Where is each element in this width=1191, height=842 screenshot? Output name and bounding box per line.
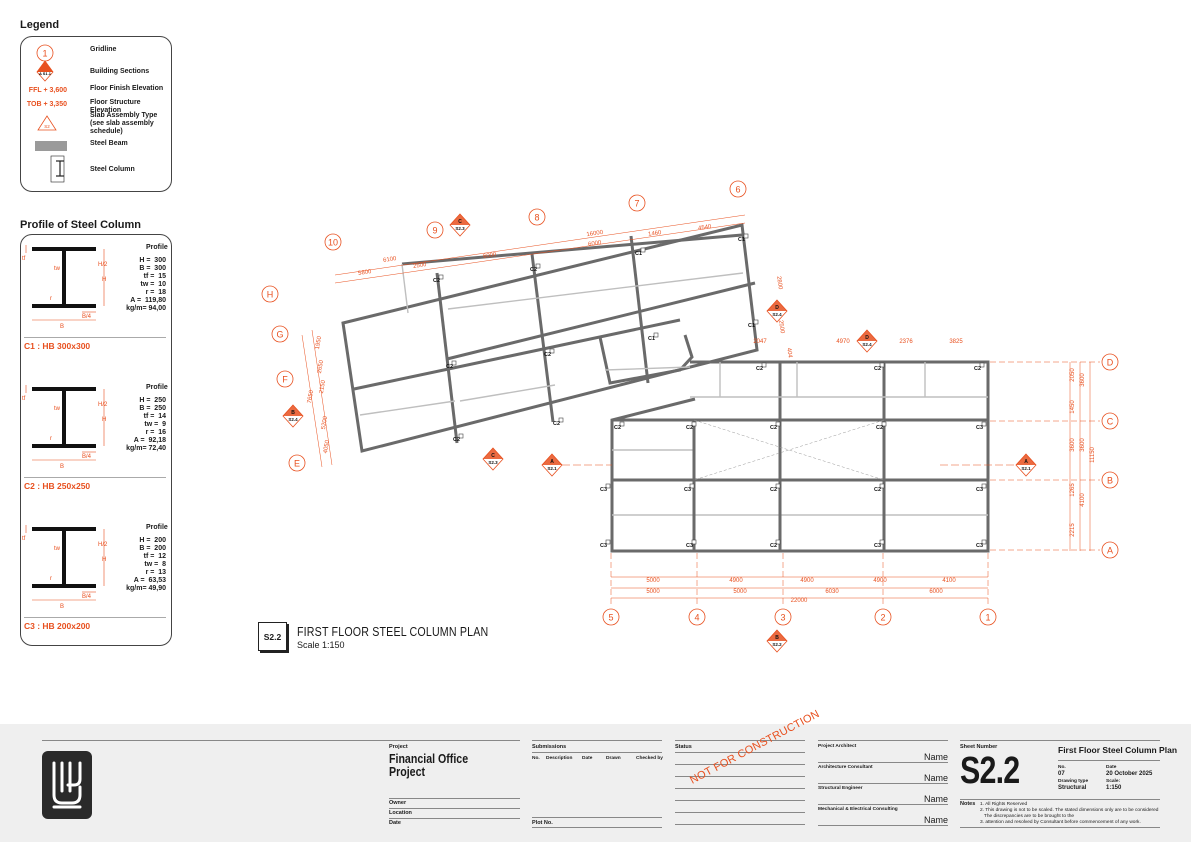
dim-tf: tf	[22, 396, 26, 402]
column-label: C2	[876, 425, 884, 431]
logo-mark-icon	[42, 751, 92, 819]
section-marker-ref: S2.4	[288, 417, 298, 422]
submission-column-header: Checked by	[636, 756, 663, 761]
profile-header: Profile	[146, 384, 168, 391]
column-label: C2	[770, 487, 778, 493]
dim-top: 16000	[586, 229, 604, 239]
legend-title: Legend	[20, 19, 60, 31]
status-line	[675, 824, 805, 825]
dim-left: 2650	[316, 359, 326, 374]
dim-tw: tw	[54, 266, 60, 272]
gridline-letter: G	[276, 329, 284, 340]
consultant-role: Structural Engineer	[818, 786, 863, 791]
dim-bottom-1: 5000	[646, 578, 660, 584]
column-label: C3	[976, 543, 984, 549]
column-label: C1	[738, 237, 746, 243]
profile-value-line: tw = 8	[144, 561, 166, 568]
profile-caption: C3 : HB 200x200	[24, 621, 91, 631]
gridline-number: 3	[780, 612, 786, 623]
section-marker-letter: A	[1024, 459, 1028, 465]
legend-slab-label: Slab Assembly Type (see slab assembly schedule)	[90, 112, 158, 135]
section-marker-letter: C	[491, 453, 495, 459]
gridline-number: 6	[735, 184, 741, 195]
consultant-name: Name	[924, 815, 949, 825]
gridline-symbol-text: 1	[42, 48, 48, 59]
slab-symbol-text: S2	[44, 124, 50, 129]
dim-mid: 4970	[836, 339, 850, 345]
dim-bottom-2: 5000	[646, 589, 660, 595]
profile-block	[20, 380, 170, 500]
section-marker-letter: D	[865, 335, 869, 341]
plan-sheet-tag	[258, 622, 287, 651]
dim-top: 6000	[587, 240, 602, 249]
status-line	[675, 764, 805, 765]
consultant-role: Architecture Consultant	[818, 765, 873, 770]
gridline-number: 7	[634, 198, 640, 209]
company-logo	[42, 751, 92, 819]
column-label: C1	[648, 336, 656, 342]
gridline-number: 10	[327, 237, 339, 248]
note-line: 3. attention and resolved by Consultant before commencement of any work.	[980, 820, 1141, 825]
profile-value-line: A = 63,53	[133, 577, 166, 584]
dim-h2: H/2	[98, 402, 108, 408]
column-label: C3	[684, 487, 692, 493]
meta-key: No.	[1058, 765, 1066, 770]
column-label: C2	[614, 425, 622, 431]
plan-scale: Scale 1:150	[297, 640, 345, 650]
east-wing-beams	[612, 362, 988, 551]
section-marker	[483, 448, 503, 470]
notes-label: Notes	[960, 801, 976, 807]
column-label: C2	[453, 437, 461, 443]
legend-ffl-label: Floor Finish Elevation	[90, 85, 164, 92]
profile-caption: C2 : HB 250x250	[24, 481, 91, 491]
profile-header: Profile	[146, 244, 168, 251]
consultant-name: Name	[924, 773, 949, 783]
section-marker	[542, 454, 562, 476]
profile-value-line: H = 300	[139, 257, 166, 264]
dim-b: B	[60, 464, 65, 470]
section-marker-ref: S2.3	[488, 460, 498, 465]
dim-b: B	[60, 324, 65, 330]
note-line: The discrepancies are to be brought to the	[980, 814, 1075, 819]
column-label: C2	[433, 278, 441, 284]
profile-value-line: A = 119,80	[130, 297, 166, 304]
profiles-title: Profile of Steel Column	[20, 219, 142, 231]
meta-key: Date	[1106, 765, 1117, 770]
gridline-number: 4	[694, 612, 700, 623]
consultant-divider	[818, 762, 948, 763]
dim-mid: 2047	[753, 339, 767, 345]
gridline-letter: E	[293, 458, 301, 469]
status-line	[675, 812, 805, 813]
section-marker-letter: A	[550, 459, 554, 465]
dim-mid: 404	[785, 347, 793, 359]
dim-top: 1460	[647, 230, 662, 239]
section-marker	[767, 630, 787, 652]
dim-right: 3600	[1070, 438, 1076, 452]
dim-top: 4540	[697, 224, 712, 233]
consultant-role: Project Architect	[818, 744, 857, 749]
dim-right: 3600	[1080, 373, 1086, 387]
column-label: C2	[756, 366, 764, 372]
dim-bottom-1: 4100	[942, 578, 956, 584]
column-label: C3	[600, 487, 608, 493]
dim-bottom-2: 6000	[929, 589, 943, 595]
steel-column-swatch	[51, 156, 64, 182]
dim-h2: H/2	[98, 542, 108, 548]
gridline-letter: A	[1106, 545, 1114, 556]
profile-value-line: B = 250	[139, 405, 166, 412]
meta-key: Drawing type	[1058, 779, 1089, 784]
column-label: C2	[553, 421, 561, 427]
column-label: C2	[544, 352, 552, 358]
profile-value-line: B = 300	[139, 265, 166, 272]
dim-mid: 3825	[949, 339, 963, 345]
submission-column-header: Date	[582, 756, 593, 761]
dim-right: 2050	[1070, 368, 1076, 382]
profile-divider	[24, 477, 166, 478]
dim-h: H	[102, 557, 107, 563]
profile-value-line: B = 200	[139, 545, 166, 552]
dim-tf: tf	[22, 536, 26, 542]
dim-mid: 2500	[777, 319, 785, 334]
dim-right: 1265	[1070, 483, 1076, 497]
column-label: C2	[770, 425, 778, 431]
dim-top: 6000	[482, 252, 497, 261]
plan-sheet-tag-text: S2.2	[263, 631, 282, 642]
profile-value-line: tw = 10	[140, 281, 166, 288]
profile-value-line: A = 92,18	[133, 437, 166, 444]
dim-mid: 2376	[899, 339, 913, 345]
dim-left: 5200	[320, 415, 330, 430]
dim-b4: B/4	[82, 314, 92, 320]
dim-right: 4100	[1080, 493, 1086, 507]
dim-r: r	[50, 576, 52, 582]
legend-tob-label: Floor Structure Elevation	[90, 99, 141, 114]
profile-value-line: tf = 15	[143, 273, 166, 280]
dim-left: 2150	[318, 379, 328, 394]
note-line: 2. This drawing is not to be scaled. The stated dimensions only are to be considered	[980, 808, 1159, 813]
column-label: C2	[874, 487, 882, 493]
profile-value-line: tf = 12	[143, 553, 166, 560]
dim-r: r	[50, 436, 52, 442]
profile-value-line: H = 250	[139, 397, 166, 404]
submissions-label: Submissions	[532, 744, 567, 750]
column-label: C2	[530, 267, 538, 273]
gridline-number: 9	[432, 225, 438, 236]
column-label: C3	[976, 487, 984, 493]
section-marker	[1016, 454, 1036, 476]
profile-value-line: r = 13	[145, 569, 166, 576]
plot-label: Plot No.	[532, 820, 553, 826]
profile-values	[116, 397, 166, 453]
profile-values	[116, 257, 166, 313]
dim-bottom-1: 4900	[873, 578, 887, 584]
section-marker	[857, 330, 877, 352]
section-marker-letter: B	[775, 635, 779, 641]
consultant-divider	[818, 783, 948, 784]
floor-plan-drawing	[250, 175, 1130, 660]
dim-right: 1450	[1070, 400, 1076, 414]
profile-value-line: kg/m= 72,40	[126, 445, 166, 452]
section-symbol-text: A S1.1	[38, 71, 52, 76]
column-label: C1	[748, 323, 756, 329]
tob-symbol: TOB + 3,350	[26, 101, 67, 108]
dim-top: 6100	[382, 256, 397, 265]
section-marker-letter: D	[775, 305, 779, 311]
column-label: C2	[770, 543, 778, 549]
project-name: Financial Office Project	[389, 752, 469, 779]
gridline-number: 5	[608, 612, 614, 623]
dim-left: 4050	[322, 439, 332, 454]
submission-column-header: No.	[532, 756, 540, 761]
column-label: C2	[974, 366, 982, 372]
sheet-number-label: Sheet Number	[960, 744, 998, 750]
meta-value: 20 October 2025	[1106, 771, 1153, 777]
plan-annotations	[262, 181, 1118, 652]
dim-r: r	[50, 296, 52, 302]
meta-value: Structural	[1058, 785, 1087, 791]
dim-h2: H/2	[98, 262, 108, 268]
section-marker-ref: S2.4	[772, 312, 782, 317]
dim-bottom-2: 6030	[825, 589, 839, 595]
status-line	[675, 800, 805, 801]
consultant-name: Name	[924, 752, 949, 762]
dim-mid: 2800	[775, 275, 783, 290]
dim-bottom-1: 4900	[800, 578, 814, 584]
section-marker-letter: C	[458, 219, 462, 225]
meta-value: 07	[1058, 771, 1065, 777]
column-label: C2	[446, 364, 454, 370]
column-label: C2	[686, 425, 694, 431]
title-block	[0, 707, 1191, 842]
profile-value-line: tw = 9	[144, 421, 166, 428]
profile-block	[20, 520, 170, 640]
profile-divider	[24, 337, 166, 338]
dim-b4: B/4	[82, 454, 92, 460]
consultant-name: Name	[924, 794, 949, 804]
section-marker	[450, 214, 470, 236]
profile-header: Profile	[146, 524, 168, 531]
column-label: C3	[874, 543, 882, 549]
sheet-title: First Floor Steel Column Plan	[1058, 745, 1178, 755]
location-label: Location	[389, 810, 412, 816]
west-wing-beams	[343, 225, 757, 451]
profile-value-line: kg/m= 94,00	[126, 305, 166, 312]
consultant-divider	[818, 804, 948, 805]
gridline-letter: C	[1106, 416, 1114, 427]
status-label: Status	[675, 744, 692, 750]
submission-column-header: Drawn	[606, 756, 621, 761]
legend-sections-label: Building Sections	[90, 68, 150, 75]
consultant-role: Mechanical & Electrical Consulting	[818, 807, 898, 812]
steel-beam-swatch	[35, 141, 67, 151]
profile-value-line: H = 200	[139, 537, 166, 544]
column-label: C3	[686, 543, 694, 549]
profile-value-line: r = 16	[145, 429, 166, 436]
dim-h: H	[102, 277, 107, 283]
gridline-letter: D	[1106, 357, 1114, 368]
dim-bottom-1: 4900	[729, 578, 743, 584]
gridline-letter: F	[282, 374, 288, 385]
consultant-divider	[818, 825, 948, 826]
section-marker-ref: S2.4	[862, 342, 872, 347]
column-label: C3	[976, 425, 984, 431]
dim-tw: tw	[54, 546, 60, 552]
gridline-number: 1	[985, 612, 991, 623]
plan-title: FIRST FLOOR STEEL COLUMN PLAN	[297, 624, 489, 639]
legend-beam-label: Steel Beam	[90, 140, 128, 147]
meta-key: Scale:	[1106, 779, 1121, 784]
dim-top: 2500	[412, 262, 427, 271]
dim-h: H	[102, 417, 107, 423]
gridline-number: 2	[880, 612, 886, 623]
note-line: 1. All Rights Reserved	[980, 802, 1028, 807]
not-for-construction-stamp: NOT FOR CONSTRUCTION	[688, 707, 822, 787]
ffl-symbol: FFL + 3,600	[28, 87, 67, 94]
profile-block	[20, 240, 170, 360]
section-marker-letter: B	[291, 410, 295, 416]
section-marker	[283, 405, 303, 427]
legend-panel	[20, 36, 172, 192]
gridline-number: 8	[534, 212, 540, 223]
profile-divider	[24, 617, 166, 618]
dim-left: 7650	[306, 389, 316, 404]
section-marker-ref: S2.2	[772, 642, 782, 647]
dim-tf: tf	[22, 256, 26, 262]
profile-value-line: r = 18	[145, 289, 166, 296]
sheet-number: S2.2	[960, 750, 1020, 792]
dim-right: 11150	[1090, 447, 1096, 463]
submission-column-header: Description	[546, 756, 573, 761]
project-label: Project	[389, 744, 408, 750]
status-line	[675, 788, 805, 789]
dim-bottom-total: 22000	[790, 598, 808, 604]
gridline-letter: H	[266, 289, 274, 300]
dim-tw: tw	[54, 406, 60, 412]
dim-right: 3600	[1080, 438, 1086, 452]
dim-bottom-2: 5000	[733, 589, 747, 595]
meta-value: 1:150	[1106, 785, 1122, 791]
dim-top: 5800	[357, 269, 372, 278]
column-label: C1	[635, 251, 643, 257]
section-marker	[767, 300, 787, 322]
profile-value-line: tf = 14	[143, 413, 166, 420]
owner-label: Owner	[389, 800, 407, 806]
dim-right: 2215	[1070, 523, 1076, 537]
column-label: C2	[874, 366, 882, 372]
section-marker-ref: S2.1	[547, 466, 557, 471]
legend-column-label: Steel Column	[90, 166, 135, 173]
column-label: C3	[600, 543, 608, 549]
dim-left: 1950	[314, 335, 324, 350]
dim-b: B	[60, 604, 65, 610]
gridline-letter: B	[1106, 475, 1114, 486]
profile-value-line: kg/m= 49,90	[126, 585, 166, 592]
section-marker-ref: S2.1	[1021, 466, 1031, 471]
profile-caption: C1 : HB 300x300	[24, 341, 91, 351]
section-marker-ref: S2.3	[455, 226, 465, 231]
dim-b4: B/4	[82, 594, 92, 600]
legend-gridline-label: Gridline	[90, 46, 117, 53]
profile-values	[116, 537, 166, 593]
date-label: Date	[389, 820, 401, 826]
